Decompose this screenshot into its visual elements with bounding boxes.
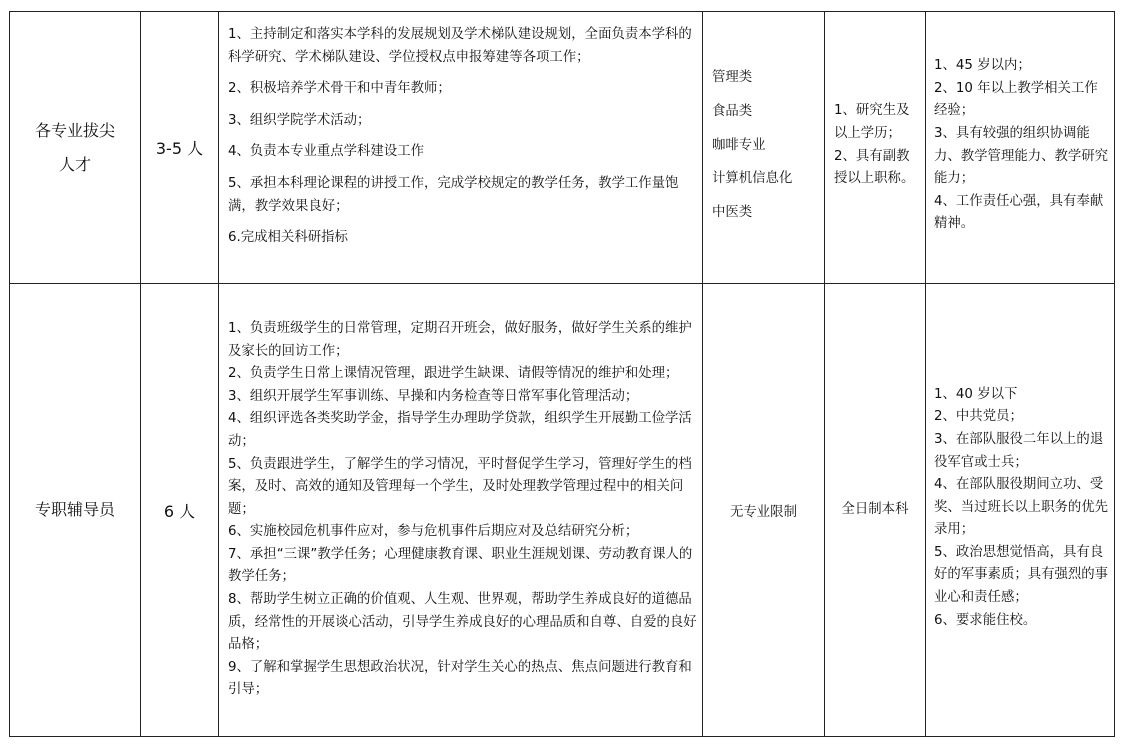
duty-item: 5、负责跟进学生，了解学生的学习情况，平时督促学生学习，管理好学生的档案，及时、高效的通知及管理每一个学生，及时处理教学管理过程中的相关问题； — [228, 456, 692, 517]
major-item: 中医类 — [712, 205, 753, 221]
duty-item: 3、组织开展学生军事训练、早操和内务检查等日常军事化管理活动； — [228, 388, 639, 404]
duty-item: 4、负责本专业重点学科建设工作 — [228, 144, 424, 160]
requirement-item: 3、具有较强的组织协调能力、教学管理能力、教学研究能力； — [934, 125, 1109, 187]
duties-cell — [219, 12, 703, 284]
requirement-item: 4、工作责任心强，具有奉献精神。 — [934, 193, 1104, 232]
position-name: 各专业拔尖人才 — [34, 120, 115, 174]
requirement-item: 5、政治思想觉悟高，具有良好的军事素质；具有强烈的事业心和责任感； — [934, 544, 1109, 606]
education-cell — [825, 284, 926, 737]
table-row — [10, 12, 1115, 284]
headcount: 6 人 — [163, 501, 196, 521]
duty-item: 4、组织评选各类奖助学金，指导学生办理助学贷款，组织学生开展勤工俭学活动； — [228, 411, 692, 449]
duty-item: 8、帮助学生树立正确的价值观、人生观、世界观，帮助学生养成良好的道德品质，经常性的开展谈心活动，引导学生养成良好的心理品质和自尊、自爱的良好品格； — [228, 592, 697, 653]
duty-item: 6.完成相关科研指标 — [228, 230, 348, 246]
headcount-cell — [141, 12, 219, 284]
major-text: 无专业限制 — [730, 504, 797, 520]
duty-item: 1、负责班级学生的日常管理，定期召开班会，做好服务，做好学生关系的维护及家长的回访工作； — [228, 320, 692, 359]
education-text: 全日制本科 — [841, 501, 909, 517]
major-item: 计算机信息化 — [712, 171, 793, 187]
major-item: 食品类 — [712, 103, 753, 119]
duty-item: 2、积极培养学术骨干和中青年教师； — [228, 81, 451, 97]
duty-item: 6、实施校园危机事件应对，参与危机事件后期应对及总结研究分析； — [228, 524, 639, 540]
major-item: 咖啡专业 — [712, 137, 766, 153]
requirement-item: 6、要求能住校。 — [934, 612, 1037, 628]
duties-cell — [219, 284, 703, 737]
duty-item: 5、承担本科理论课程的讲授工作，完成学校规定的教学任务，教学工作量饱满，教学效果良好； — [228, 175, 679, 214]
duty-item: 2、负责学生日常上课情况管理，跟进学生缺课、请假等情况的维护和处理； — [228, 366, 679, 382]
education-item: 2、具有副教授以上职称。 — [834, 148, 915, 187]
requirement-item: 3、在部队服役二年以上的退役军官或士兵； — [934, 431, 1104, 470]
headcount-cell — [141, 284, 219, 737]
position-name-cell — [10, 12, 141, 284]
requirement-item: 2、10 年以上教学相关工作经验； — [934, 80, 1098, 119]
position-name-cell — [10, 284, 141, 737]
education-item: 1、研究生及以上学历； — [834, 103, 910, 141]
duty-item: 1、主持制定和落实本学科的发展规划及学术梯队建设规划，全面负责本学科的科学研究、学术梯队建设、学位授权点申报筹建等各项工作； — [228, 27, 692, 65]
duty-item: 9、了解和掌握学生思想政治状况，针对学生关心的热点、焦点问题进行教育和引导； — [228, 659, 692, 698]
recruitment-table — [9, 11, 1115, 737]
education-cell — [825, 12, 926, 284]
duty-item: 7、承担“三课”教学任务；心理健康教育课、职业生涯规划课、劳动教育课人的教学任务； — [228, 546, 693, 585]
duty-item: 3、组织学院学术活动； — [228, 112, 371, 128]
requirement-item: 1、45 岁以内； — [934, 58, 1031, 74]
major-cell — [703, 284, 825, 737]
requirements-cell — [926, 284, 1115, 737]
major-cell — [703, 12, 825, 284]
major-item: 管理类 — [712, 70, 753, 86]
requirements-cell — [926, 12, 1115, 284]
requirement-item: 4、在部队服役期间立功、受奖、当过班长以上职务的优先录用； — [934, 477, 1109, 538]
table-row — [10, 284, 1115, 737]
requirement-item: 1、40 岁以下 — [934, 386, 1018, 402]
headcount: 3-5 人 — [155, 139, 204, 158]
position-name: 专职辅导员 — [34, 500, 115, 519]
requirement-item: 2、中共党员； — [934, 409, 1023, 425]
